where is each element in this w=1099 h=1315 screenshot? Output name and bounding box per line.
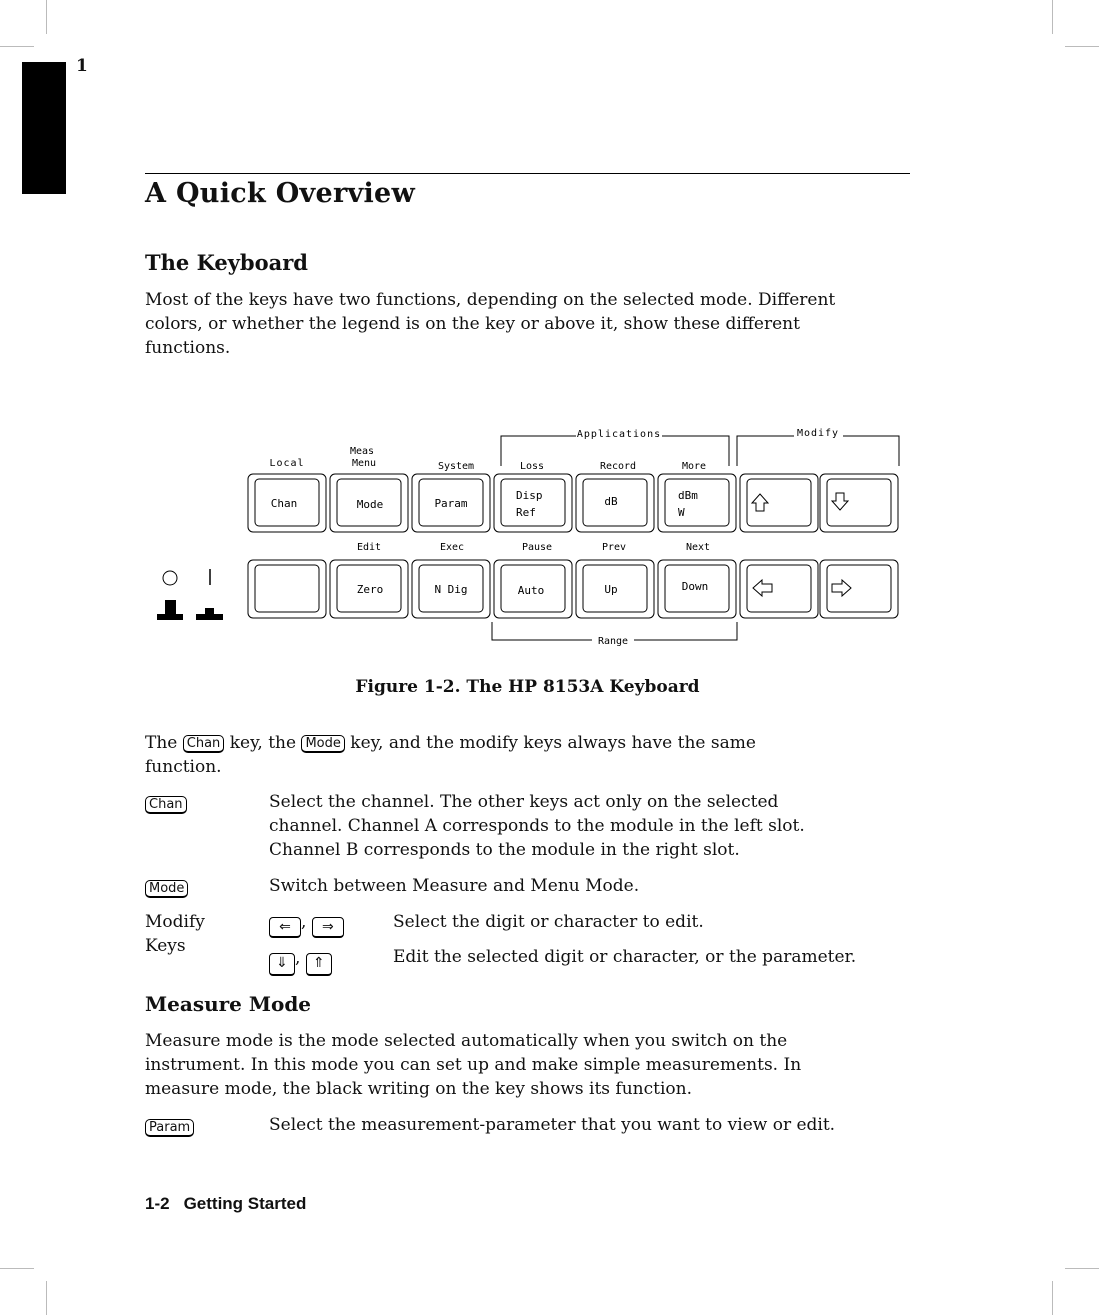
left-right-keys: ⇐ , ⇒ — [269, 910, 344, 938]
text: The — [145, 733, 178, 753]
def-term-mode — [145, 876, 188, 900]
label-pause: Pause — [521, 542, 553, 553]
measure-line: instrument. In this mode you can set up and make simple measurements. In — [145, 1055, 802, 1075]
key-frame — [740, 560, 818, 618]
key-frame — [820, 474, 898, 532]
modify-bracket — [737, 436, 899, 466]
section-heading-measure: Measure Mode — [145, 992, 312, 1016]
measure-line: Measure mode is the mode selected automatically when you switch on the — [145, 1031, 788, 1051]
def-term-param — [145, 1115, 194, 1139]
label-edit: Edit — [356, 542, 382, 553]
key-right-arrow — [827, 565, 891, 612]
power-switch-icon — [157, 600, 183, 620]
key-up-legend: Up — [604, 583, 618, 596]
text: key, and the modify keys always have the same — [350, 733, 756, 753]
key-w-legend: W — [678, 506, 685, 519]
intro-line: Most of the keys have two functions, depending on the selected mode. Different — [145, 290, 836, 310]
label-meas: Meas — [349, 446, 375, 457]
key-param-legend: Param — [434, 497, 468, 510]
key-db-legend: dB — [604, 495, 618, 508]
text: key, the — [229, 733, 297, 753]
def-term-modify — [145, 910, 205, 958]
left-arrow-icon — [753, 580, 772, 596]
key-frame — [658, 474, 736, 532]
def-line: channel. Channel A corresponds to the module in the left slot. — [269, 816, 805, 836]
param-key: Param — [145, 1119, 194, 1137]
key-frame — [248, 560, 326, 618]
label-more: More — [681, 461, 707, 472]
page-number: 1-2 — [145, 1194, 170, 1213]
figure-caption: Figure 1-2. The HP 8153A Keyboard — [355, 677, 700, 697]
label-exec: Exec — [439, 542, 465, 553]
key-dbm-w — [665, 479, 729, 526]
applications-label: Applications — [576, 429, 662, 440]
power-off-icon — [163, 571, 177, 585]
key-frame — [494, 474, 572, 532]
label-system: System — [437, 461, 475, 472]
text: function. — [145, 757, 222, 777]
term-line: Keys — [145, 936, 186, 956]
functions-intro — [145, 731, 915, 779]
key-zero-legend: Zero — [356, 583, 384, 596]
def-param: Select the measurement-parameter that you want to view or edit. — [269, 1115, 836, 1135]
measure-line: measure mode, the black writing on the key shows its function. — [145, 1079, 692, 1099]
chan-key: Chan — [145, 796, 187, 814]
label-prev: Prev — [601, 542, 627, 553]
left-arrow-key-icon: ⇐ — [269, 917, 301, 938]
modify-label: Modify — [796, 428, 840, 439]
down-arrow-icon — [832, 493, 848, 510]
mode-key: Mode — [145, 880, 188, 898]
label-loss: Loss — [519, 461, 545, 472]
def-term-chan — [145, 792, 187, 816]
key-auto-legend: Auto — [517, 584, 545, 597]
section-heading-keyboard: The Keyboard — [145, 250, 308, 275]
def-line: Channel B corresponds to the module in the right slot. — [269, 840, 740, 860]
down-up-keys: ⇓ , ⇑ — [269, 946, 332, 976]
chan-key: Chan — [183, 735, 225, 753]
key-dbm-legend: dBm — [678, 489, 698, 502]
crop-mark — [1052, 1281, 1053, 1315]
label-menu: Menu — [351, 458, 377, 469]
def-line: Select the channel. The other keys act only on the selected — [269, 792, 779, 812]
def-chan — [269, 790, 909, 862]
up-arrow-icon — [752, 494, 768, 511]
key-up-arrow — [747, 479, 811, 526]
up-arrow-key-icon: ⇑ — [306, 953, 332, 976]
key-n-dig-legend: N Dig — [434, 583, 468, 596]
down-arrow-key-icon: ⇓ — [269, 953, 295, 976]
key-chan-legend: Chan — [270, 497, 298, 510]
intro-line: functions. — [145, 338, 231, 358]
term-line: Modify — [145, 912, 205, 932]
section-name: Getting Started — [183, 1194, 307, 1213]
key-down-legend: Down — [681, 580, 709, 593]
page-title: A Quick Overview — [145, 178, 416, 209]
range-label: Range — [597, 636, 629, 647]
key-disp-legend: Disp — [516, 489, 543, 502]
label-local: Local — [269, 458, 305, 469]
crop-mark — [1065, 1268, 1099, 1269]
def-left-right: Select the digit or character to edit. — [393, 912, 704, 932]
crop-mark — [46, 1281, 47, 1315]
right-arrow-icon — [832, 580, 851, 596]
key-ref-legend: Ref — [516, 506, 536, 519]
key-blank — [255, 565, 319, 612]
intro-line: colors, or whether the legend is on the key or above it, show these different — [145, 314, 800, 334]
crop-mark — [0, 1268, 34, 1269]
chapter-number: 1 — [76, 56, 88, 76]
def-mode: Switch between Measure and Menu Mode. — [269, 876, 640, 896]
key-down-arrow — [827, 479, 891, 526]
def-down-up: Edit the selected digit or character, or the parameter. — [393, 947, 857, 967]
right-arrow-key-icon: ⇒ — [312, 917, 344, 938]
key-mode-legend: Mode — [356, 498, 384, 511]
measure-text — [145, 1029, 915, 1101]
label-next: Next — [685, 542, 711, 553]
mode-key: Mode — [301, 735, 344, 753]
power-switch-icon — [196, 608, 223, 620]
label-record: Record — [599, 461, 637, 472]
page-footer — [145, 1194, 320, 1214]
key-left-arrow — [747, 565, 811, 612]
